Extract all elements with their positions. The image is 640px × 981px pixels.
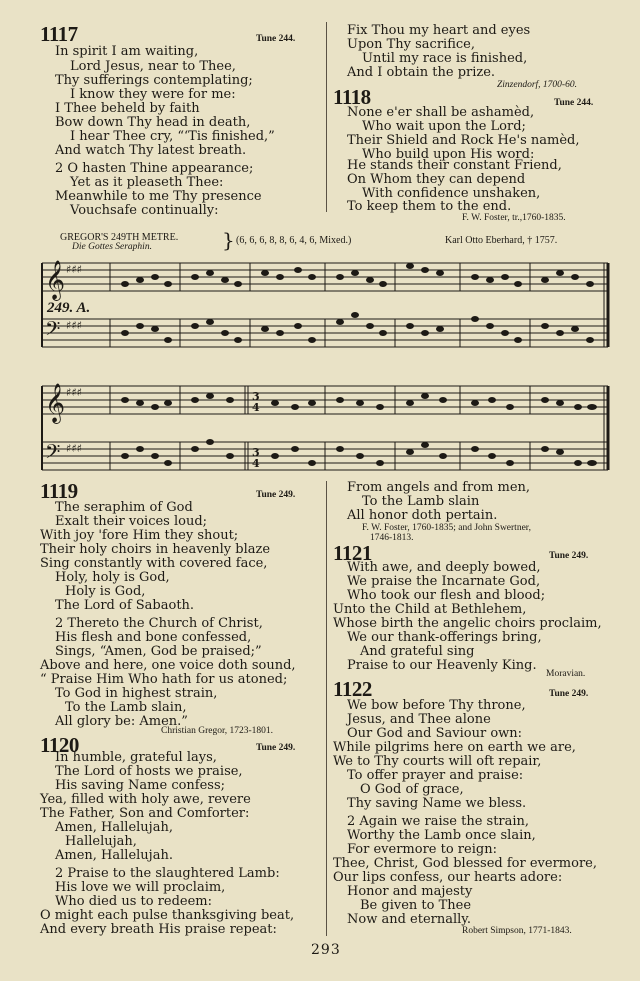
verse-line: Exalt their voices loud;: [55, 514, 208, 529]
verse-line: Be given to Thee: [360, 898, 472, 913]
tune-reference: Tune 244.: [554, 98, 594, 108]
verse-line: O might each pulse thanksgiving beat,: [40, 908, 295, 923]
verse-line: And every breath His praise repeat:: [40, 922, 277, 937]
tune-reference: Tune 249.: [549, 689, 589, 699]
hymn-number: 1117: [40, 22, 78, 46]
svg-text:3: 3: [252, 390, 260, 403]
verse-line: Amen, Hallelujah,: [55, 820, 173, 835]
verse-line: Who took our flesh and blood;: [347, 588, 546, 603]
verse-line: Who wait upon the Lord;: [362, 119, 526, 134]
verse-line: Jesus, and Thee alone: [347, 712, 491, 727]
svg-text:𝄞: 𝄞: [45, 383, 66, 423]
tune-alt-name: Die Gottes Seraphin.: [72, 242, 152, 252]
tune-number-label: 249. A.: [47, 300, 91, 316]
author-credit: Christian Gregor, 1723-1801.: [161, 726, 274, 736]
svg-text:3: 3: [252, 446, 260, 459]
verse-line: The Lord of hosts we praise,: [55, 764, 243, 779]
verse-line: Unto the Child at Bethlehem,: [333, 602, 527, 617]
verse-line: On Whom they can depend: [347, 172, 526, 187]
verse-line: Bow down Thy head in death,: [55, 115, 251, 130]
verse-line: Lord Jesus, near to Thee,: [70, 59, 236, 74]
hymn-number: 1119: [40, 479, 78, 503]
hymn-number: 1120: [40, 733, 79, 757]
verse-line: We to Thy courts will oft repair,: [333, 754, 542, 769]
verse-line: Meanwhile to me Thy presence: [55, 189, 262, 204]
svg-text:𝄞: 𝄞: [45, 260, 66, 300]
author-credit: 1746-1813.: [370, 533, 414, 543]
svg-text:4: 4: [252, 401, 260, 414]
verse-line: 2 Again we raise the strain,: [347, 814, 530, 829]
verse-line: Yea, filled with holy awe, revere: [40, 792, 251, 807]
verse-line: None e'er shall be ashamèd,: [347, 105, 535, 120]
verse-line: To the Lamb slain,: [65, 700, 187, 715]
svg-text:♯♯♯: ♯♯♯: [66, 263, 82, 276]
verse-line: In humble, grateful lays,: [55, 750, 217, 765]
verse-line: Yet as it pleaseth Thee:: [70, 175, 224, 190]
verse-line: 2 O hasten Thine appearance;: [55, 161, 254, 176]
verse-line: While pilgrims here on earth we are,: [333, 740, 576, 755]
verse-line: The Father, Son and Comforter:: [40, 806, 250, 821]
svg-text:4: 4: [252, 457, 260, 470]
verse-line: Whose birth the angelic choirs proclaim,: [333, 616, 602, 631]
verse-line: In spirit I am waiting,: [55, 44, 199, 59]
tune-name: GREGOR'S 249TH METRE.: [60, 232, 179, 243]
meter: (6, 6, 6, 8, 8, 6, 4, 6, Mixed.): [236, 235, 352, 246]
verse-line: Vouchsafe continually:: [70, 203, 219, 218]
verse-line: Sings, “Amen, God be praised;”: [55, 644, 262, 659]
verse-line: Their Shield and Rock He's namèd,: [347, 133, 580, 148]
verse-line: And grateful sing: [360, 644, 475, 659]
verse-line: Their holy choirs in heavenly blaze: [40, 542, 271, 557]
verse-line: To keep them to the end.: [347, 199, 512, 214]
author-credit: Robert Simpson, 1771-1843.: [462, 926, 572, 936]
verse-line: To God in highest strain,: [55, 686, 218, 701]
verse-line: O God of grace,: [360, 782, 464, 797]
page-number: 293: [311, 942, 341, 958]
composer: Karl Otto Eberhard, † 1757.: [445, 235, 558, 246]
verse-line: The Lord of Sabaoth.: [55, 598, 195, 613]
verse-line: With confidence unshaken,: [362, 186, 541, 201]
tune-reference: Tune 244.: [256, 34, 296, 44]
verse-line: Thee, Christ, God blessed for evermore,: [333, 856, 597, 871]
verse-line: Hallelujah,: [65, 834, 137, 849]
svg-text:♯♯♯: ♯♯♯: [66, 386, 82, 399]
column-divider: [326, 22, 327, 212]
verse-line: All glory be: Amen.”: [55, 714, 188, 729]
verse-line: I Thee beheld by faith: [55, 101, 200, 116]
author-credit: F. W. Foster, tr.,1760-1835.: [462, 213, 566, 223]
verse-line: I know they were for me:: [70, 87, 236, 102]
verse-line: And watch Thy latest breath.: [55, 143, 247, 158]
verse-line: 2 Thereto the Church of Christ,: [55, 616, 263, 631]
svg-text:♯♯♯: ♯♯♯: [66, 442, 82, 455]
verse-line: To the Lamb slain: [362, 494, 480, 509]
verse-line: We bow before Thy throne,: [347, 698, 526, 713]
verse-line: Amen, Hallelujah.: [55, 848, 173, 863]
verse-line: Our lips confess, our hearts adore:: [333, 870, 563, 885]
verse-line: Holy is God,: [65, 584, 146, 599]
verse-line: Holy, holy is God,: [55, 570, 170, 585]
verse-line: All honor doth pertain.: [347, 508, 498, 523]
verse-line: For evermore to reign:: [347, 842, 497, 857]
verse-line: Praise to our Heavenly King.: [347, 658, 537, 673]
music-score-system-2: [40, 378, 610, 478]
verse-line: Who build upon His word:: [362, 147, 535, 162]
music-score-system-1: [40, 255, 610, 355]
verse-line: Sing constantly with covered face,: [40, 556, 268, 571]
verse-line: Until my race is finished,: [362, 51, 528, 66]
verse-line: Who died us to redeem:: [55, 894, 213, 909]
verse-line: His love we will proclaim,: [55, 880, 226, 895]
verse-line: Honor and majesty: [347, 884, 473, 899]
verse-line: Thy sufferings contemplating;: [55, 73, 253, 88]
verse-line: The seraphim of God: [55, 500, 193, 515]
column-divider: [326, 481, 327, 936]
verse-line: Worthy the Lamb once slain,: [347, 828, 536, 843]
verse-line: We our thank-offerings bring,: [347, 630, 542, 645]
verse-line: Upon Thy sacrifice,: [347, 37, 475, 52]
hymn-number: 1121: [333, 541, 372, 565]
hymn-number: 1118: [333, 85, 371, 109]
verse-line: He stands their constant Friend,: [347, 158, 562, 173]
svg-text:♯♯♯: ♯♯♯: [66, 319, 82, 332]
verse-line: 2 Praise to the slaughtered Lamb:: [55, 866, 280, 881]
verse-line: With awe, and deeply bowed,: [347, 560, 541, 575]
tune-reference: Tune 249.: [549, 551, 589, 561]
verse-line: We praise the Incarnate God,: [347, 574, 541, 589]
verse-line: His flesh and bone confessed,: [55, 630, 252, 645]
verse-line: From angels and from men,: [347, 480, 531, 495]
verse-line: His saving Name confess;: [55, 778, 226, 793]
author-credit: F. W. Foster, 1760-1835; and John Swertner,: [362, 523, 531, 533]
verse-line: To offer prayer and praise:: [347, 768, 524, 783]
author-credit: Zinzendorf, 1700-60.: [497, 80, 577, 90]
verse-line: “ Praise Him Who hath for us atoned;: [40, 672, 288, 687]
verse-line: And I obtain the prize.: [347, 65, 496, 80]
verse-line: Thy saving Name we bless.: [347, 796, 527, 811]
verse-line: Our God and Saviour own:: [347, 726, 523, 741]
hymn-number: 1122: [333, 677, 372, 701]
tune-reference: Tune 249.: [256, 490, 296, 500]
author-credit: Moravian.: [546, 669, 586, 679]
verse-line: Above and here, one voice doth sound,: [40, 658, 296, 673]
tune-reference: Tune 249.: [256, 743, 296, 753]
svg-text:𝄢: 𝄢: [45, 317, 61, 345]
verse-line: I hear Thee cry, “‘Tis finished,”: [70, 129, 275, 144]
verse-line: With joy 'fore Him they shout;: [40, 528, 239, 543]
verse-line: Fix Thou my heart and eyes: [347, 23, 531, 38]
verse-line: Now and eternally.: [347, 912, 472, 927]
brace-icon: }: [222, 228, 235, 252]
svg-text:𝄢: 𝄢: [45, 440, 61, 468]
